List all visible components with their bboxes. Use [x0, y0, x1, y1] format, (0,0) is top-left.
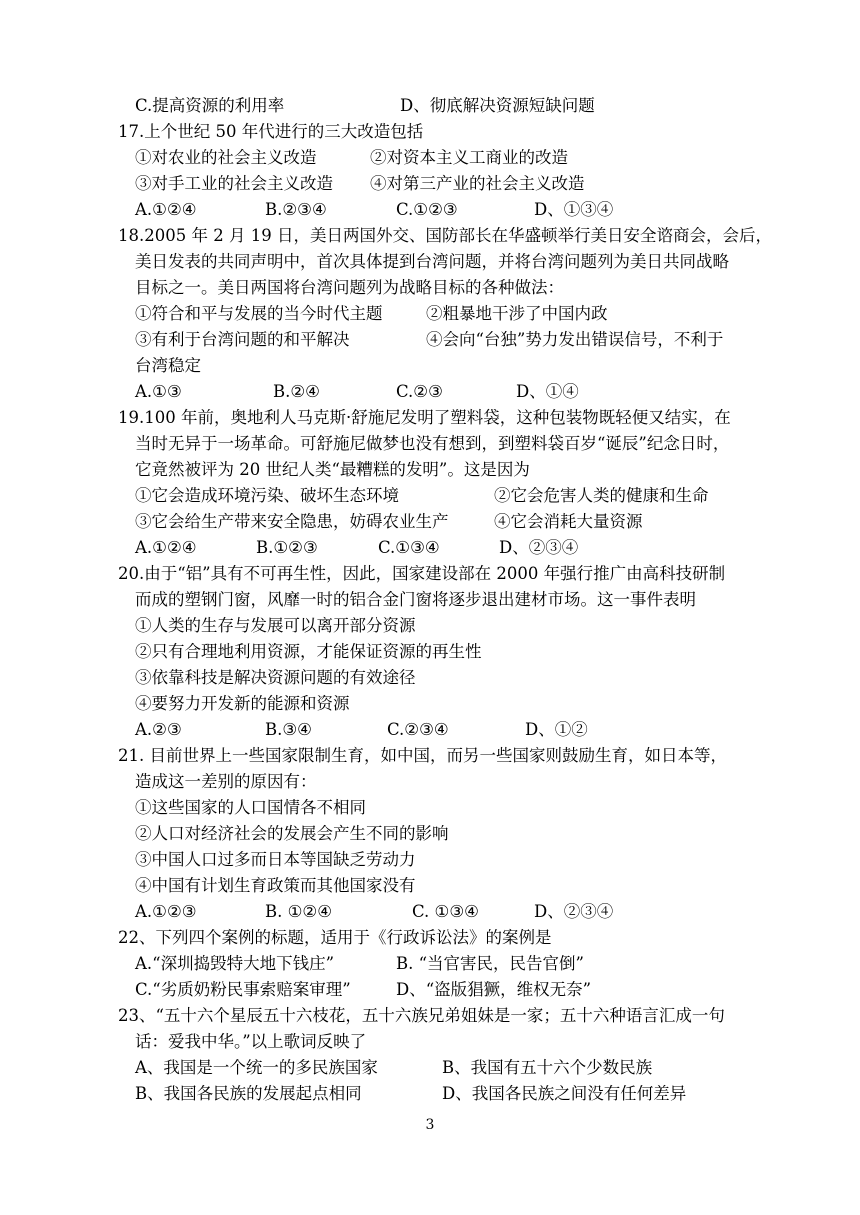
q21-option-d: D、②③④: [534, 902, 614, 921]
q22-stem: 22、下列四个案例的标题，适用于《行政诉讼法》的案例是: [118, 928, 552, 947]
q19-option-c: C.①③④: [378, 538, 440, 557]
q21-statement-1: ①这些国家的人口国情各不相同: [135, 798, 366, 817]
q19-stem-line-1: 19.100 年前，奥地利人马克斯·舒施尼发明了塑料袋，这种包装物既轻便又结实，在: [118, 408, 731, 427]
q17-option-d: D、①③④: [534, 200, 614, 219]
q18-stem-line-3: 目标之一。美日两国将台湾问题列为战略目标的各种做法：: [135, 278, 564, 297]
q20-stem-line-1: 20.由于“铝”具有不可再生性，因此，国家建设部在 2000 年强行推广由高科技研制: [118, 564, 726, 583]
q18-statement-4-cont: 台湾稳定: [135, 356, 201, 375]
q17-stem: 17.上个世纪 50 年代进行的三大改造包括: [118, 122, 424, 141]
q16-option-d: D、彻底解决资源短缺问题: [400, 96, 595, 115]
q20-statement-1: ①人类的生存与发展可以离开部分资源: [135, 616, 416, 635]
q21-option-c: C. ①③④: [412, 902, 479, 921]
q21-option-a: A.①②③: [135, 902, 197, 921]
q20-option-d: D、①②: [525, 720, 588, 739]
q18-option-d: D、①④: [516, 382, 579, 401]
q20-option-a: A.②③: [135, 720, 182, 739]
q18-statement-1: ①符合和平与发展的当今时代主题: [135, 304, 383, 323]
q18-statement-3: ③有利于台湾问题的和平解决: [135, 330, 350, 349]
q19-statement-4: ④它会消耗大量资源: [494, 512, 643, 531]
q21-statement-2: ②人口对经济社会的发展会产生不同的影响: [135, 824, 449, 843]
q17-option-a: A.①②④: [135, 200, 197, 219]
q21-statement-3: ③中国人口过多而日本等国缺乏劳动力: [135, 850, 416, 869]
q18-statement-2: ②粗暴地干涉了中国内政: [426, 304, 608, 323]
q20-stem-line-2: 而成的塑钢门窗，风靡一时的铝合金门窗将逐步退出建材市场。这一事件表明: [135, 590, 696, 609]
q21-option-b: B. ①②④: [265, 902, 332, 921]
q16-option-c: C.提高资源的利用率: [135, 96, 285, 115]
q20-statement-2: ②只有合理地利用资源，才能保证资源的再生性: [135, 642, 482, 661]
q19-stem-line-2: 当时无异于一场革命。可舒施尼做梦也没有想到，到塑料袋百岁“诞辰”纪念日时，: [135, 434, 730, 453]
q22-option-d: D、“盗版猖獗，维权无奈”: [396, 980, 592, 999]
q23-option-d: D、我国各民族之间没有任何差异: [442, 1084, 687, 1103]
q17-option-b: B.②③④: [265, 200, 327, 219]
q21-stem-line-1: 21. 目前世界上一些国家限制生育，如中国，而另一些国家则鼓励生育，如日本等，: [118, 746, 727, 765]
q17-statement-4: ④对第三产业的社会主义改造: [370, 174, 585, 193]
q23-option-b: B、我国有五十六个少数民族: [442, 1058, 653, 1077]
q23-stem-line-2: 话：爱我中华。”以上歌词反映了: [135, 1032, 367, 1051]
q22-option-a: A.“深圳捣毁特大地下钱庄”: [135, 954, 335, 973]
q23-option-a: A、我国是一个统一的多民族国家: [135, 1058, 378, 1077]
q18-option-b: B.②④: [273, 382, 320, 401]
q17-statement-1: ①对农业的社会主义改造: [135, 148, 317, 167]
q17-statement-3: ③对手工业的社会主义改造: [135, 174, 333, 193]
q20-option-c: C.②③④: [387, 720, 449, 739]
q17-statement-2: ②对资本主义工商业的改造: [370, 148, 568, 167]
q22-option-b: B. “当官害民，民告官倒”: [396, 954, 584, 973]
q18-option-a: A.①③: [135, 382, 182, 401]
q18-option-c: C.②③: [396, 382, 443, 401]
q19-option-b: B.①②③: [256, 538, 318, 557]
q19-statement-1: ①它会造成环境污染、破坏生态环境: [135, 486, 399, 505]
q18-stem-line-2: 美日发表的共同声明中，首次具体提到台湾问题，并将台湾问题列为美日共同战略: [135, 252, 729, 271]
q21-statement-4: ④中国有计划生育政策而其他国家没有: [135, 876, 416, 895]
q19-option-d: D、②③④: [499, 538, 579, 557]
q18-stem-line-1: 18.2005 年 2 月 19 日，美日两国外交、国防部长在华盛顿举行美日安全谘商会，会后，: [118, 226, 772, 245]
page-number: 3: [425, 1117, 435, 1133]
q20-statement-4: ④要努力开发新的能源和资源: [135, 694, 350, 713]
q19-statement-3: ③它会给生产带来安全隐患，妨碍农业生产: [135, 512, 449, 531]
q19-option-a: A.①②④: [135, 538, 197, 557]
q20-statement-3: ③依靠科技是解决资源问题的有效途径: [135, 668, 416, 687]
q19-stem-line-3: 它竟然被评为 20 世纪人类“最糟糕的发明”。这是因为: [135, 460, 530, 479]
q18-statement-4: ④会向“台独”势力发出错误信号，不利于: [426, 330, 724, 349]
q20-option-b: B.③④: [265, 720, 312, 739]
q23-stem-line-1: 23、“五十六个星辰五十六枝花，五十六族兄弟姐妹是一家；五十六种语言汇成一句: [118, 1006, 725, 1025]
q19-statement-2: ②它会危害人类的健康和生命: [494, 486, 709, 505]
q17-option-c: C.①②③: [396, 200, 458, 219]
q23-option-c: B、我国各民族的发展起点相同: [135, 1084, 362, 1103]
q21-stem-line-2: 造成这一差别的原因有：: [135, 772, 317, 791]
q22-option-c: C.“劣质奶粉民事索赔案审理”: [135, 980, 351, 999]
